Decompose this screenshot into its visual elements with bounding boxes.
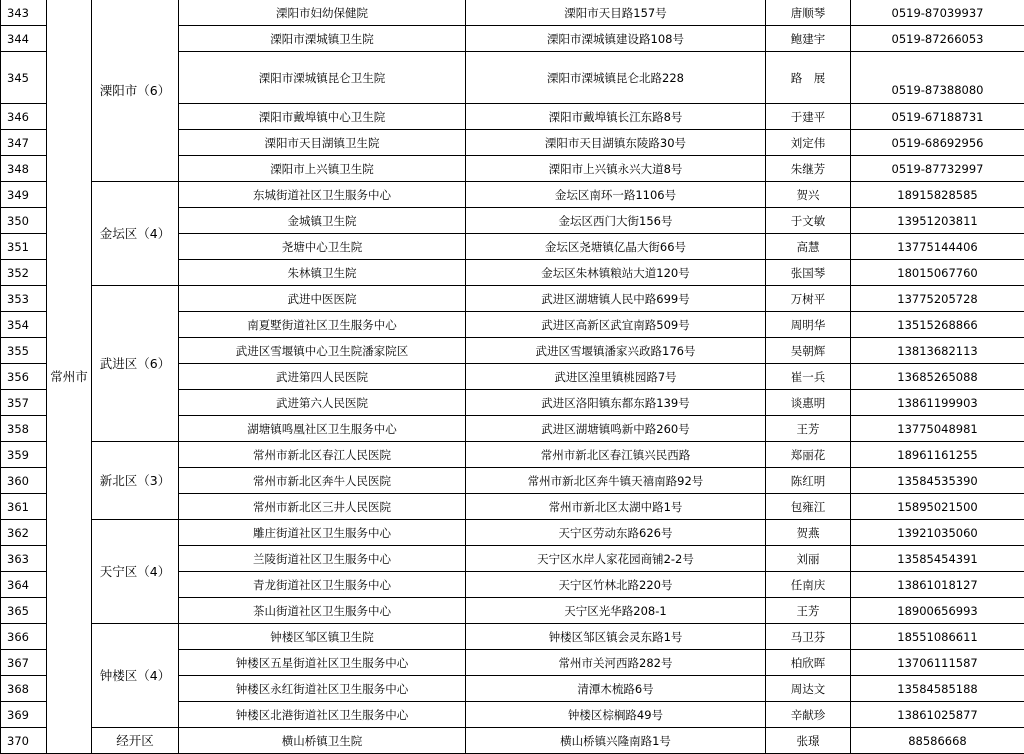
table-body xyxy=(1,0,1024,754)
address: 武进区湖塘镇人民中路699号 xyxy=(466,286,766,312)
contact-person: 辛献珍 xyxy=(766,702,851,728)
institution-name: 钟楼区永红街道社区卫生服务中心 xyxy=(179,676,466,702)
contact-person: 贺兴 xyxy=(766,182,851,208)
phone-number: 15895021500 xyxy=(851,494,1024,520)
row-number: 364 xyxy=(1,572,47,598)
institution-name: 溧阳市溧城镇昆仑卫生院 xyxy=(179,52,466,104)
contact-person: 吴朝辉 xyxy=(766,338,851,364)
institution-name: 钟楼区北港街道社区卫生服务中心 xyxy=(179,702,466,728)
institution-name: 常州市新北区奔牛人民医院 xyxy=(179,468,466,494)
row-number: 349 xyxy=(1,182,47,208)
phone-number: 13585454391 xyxy=(851,546,1024,572)
address: 天宁区水岸人家花园商铺2-2号 xyxy=(466,546,766,572)
institution-name: 溧阳市戴埠镇中心卫生院 xyxy=(179,104,466,130)
row-number: 361 xyxy=(1,494,47,520)
address: 溧阳市戴埠镇长江东路8号 xyxy=(466,104,766,130)
contact-person: 于文敏 xyxy=(766,208,851,234)
contact-person: 周明华 xyxy=(766,312,851,338)
address: 武进区湖塘镇鸣新中路260号 xyxy=(466,416,766,442)
phone-number: 0519-87039937 xyxy=(851,0,1024,26)
row-number: 358 xyxy=(1,416,47,442)
address: 武进区湟里镇桃园路7号 xyxy=(466,364,766,390)
phone-number: 13951203811 xyxy=(851,208,1024,234)
phone-number: 13813682113 xyxy=(851,338,1024,364)
address: 常州市新北区太湖中路1号 xyxy=(466,494,766,520)
table-row xyxy=(1,624,1024,650)
institution-name: 横山桥镇卫生院 xyxy=(179,728,466,754)
phone-number: 0519-68692956 xyxy=(851,130,1024,156)
district-cell: 武进区（6） xyxy=(92,286,179,442)
phone-number: 18961161255 xyxy=(851,442,1024,468)
institution-name: 常州市新北区三井人民医院 xyxy=(179,494,466,520)
address: 天宁区劳动东路626号 xyxy=(466,520,766,546)
row-number: 354 xyxy=(1,312,47,338)
phone-number: 18015067760 xyxy=(851,260,1024,286)
institution-name: 东城街道社区卫生服务中心 xyxy=(179,182,466,208)
contact-person: 贺燕 xyxy=(766,520,851,546)
table-row xyxy=(1,520,1024,546)
address: 天宁区竹林北路220号 xyxy=(466,572,766,598)
contact-person: 鲍建宇 xyxy=(766,26,851,52)
row-number: 345 xyxy=(1,52,47,104)
contact-person: 包雍江 xyxy=(766,494,851,520)
address: 常州市新北区春江镇兴民西路 xyxy=(466,442,766,468)
row-number: 351 xyxy=(1,234,47,260)
address: 武进区雪堰镇潘家兴政路176号 xyxy=(466,338,766,364)
phone-number: 88586668 xyxy=(851,728,1024,754)
phone-number: 13861025877 xyxy=(851,702,1024,728)
row-number: 352 xyxy=(1,260,47,286)
row-number: 347 xyxy=(1,130,47,156)
address: 武进区高新区武宜南路509号 xyxy=(466,312,766,338)
contact-person: 刘定伟 xyxy=(766,130,851,156)
contact-person: 马卫芬 xyxy=(766,624,851,650)
institution-name: 青龙街道社区卫生服务中心 xyxy=(179,572,466,598)
address: 天宁区光华路208-1 xyxy=(466,598,766,624)
contact-person: 张璟 xyxy=(766,728,851,754)
phone-number: 13861018127 xyxy=(851,572,1024,598)
institution-name: 朱林镇卫生院 xyxy=(179,260,466,286)
address: 溧阳市溧城镇建设路108号 xyxy=(466,26,766,52)
phone-number: 18900656993 xyxy=(851,598,1024,624)
institution-name: 武进第四人民医院 xyxy=(179,364,466,390)
address: 溧阳市天目湖镇东陵路30号 xyxy=(466,130,766,156)
district-cell: 钟楼区（4） xyxy=(92,624,179,728)
row-number: 344 xyxy=(1,26,47,52)
table-row xyxy=(1,286,1024,312)
address: 武进区洛阳镇东都东路139号 xyxy=(466,390,766,416)
institution-name: 雕庄街道社区卫生服务中心 xyxy=(179,520,466,546)
contact-person: 王芳 xyxy=(766,598,851,624)
contact-person: 高慧 xyxy=(766,234,851,260)
row-number: 370 xyxy=(1,728,47,754)
phone-number: 13775048981 xyxy=(851,416,1024,442)
contact-person: 唐顺琴 xyxy=(766,0,851,26)
phone-number: 0519-87732997 xyxy=(851,156,1024,182)
institution-name: 武进中医医院 xyxy=(179,286,466,312)
row-number: 369 xyxy=(1,702,47,728)
institution-name: 溧阳市上兴镇卫生院 xyxy=(179,156,466,182)
institution-name: 尧塘中心卫生院 xyxy=(179,234,466,260)
city-cell: 常州市 xyxy=(47,0,92,754)
contact-person: 张国琴 xyxy=(766,260,851,286)
phone-number: 18915828585 xyxy=(851,182,1024,208)
address: 溧阳市上兴镇永兴大道8号 xyxy=(466,156,766,182)
contact-person: 周达文 xyxy=(766,676,851,702)
contact-person: 于建平 xyxy=(766,104,851,130)
phone-number: 13861199903 xyxy=(851,390,1024,416)
table-row xyxy=(1,728,1024,754)
district-cell: 新北区（3） xyxy=(92,442,179,520)
contact-person: 谈惠明 xyxy=(766,390,851,416)
address: 横山桥镇兴隆南路1号 xyxy=(466,728,766,754)
table-row xyxy=(1,182,1024,208)
institution-name: 常州市新北区春江人民医院 xyxy=(179,442,466,468)
institution-name: 钟楼区邹区镇卫生院 xyxy=(179,624,466,650)
row-number: 353 xyxy=(1,286,47,312)
row-number: 368 xyxy=(1,676,47,702)
contact-person: 柏欣晖 xyxy=(766,650,851,676)
contact-person: 刘丽 xyxy=(766,546,851,572)
contact-person: 任南庆 xyxy=(766,572,851,598)
address: 金坛区南环一路1106号 xyxy=(466,182,766,208)
address: 金坛区朱林镇粮站大道120号 xyxy=(466,260,766,286)
phone-number: 13921035060 xyxy=(851,520,1024,546)
district-cell: 金坛区（4） xyxy=(92,182,179,286)
table-row xyxy=(1,442,1024,468)
institution-name: 武进区雪堰镇中心卫生院潘家院区 xyxy=(179,338,466,364)
institution-name: 溧阳市天目湖镇卫生院 xyxy=(179,130,466,156)
institution-name: 金城镇卫生院 xyxy=(179,208,466,234)
phone-number: 13685265088 xyxy=(851,364,1024,390)
phone-number: 13706111587 xyxy=(851,650,1024,676)
row-number: 356 xyxy=(1,364,47,390)
institution-name: 湖塘镇鸣凰社区卫生服务中心 xyxy=(179,416,466,442)
row-number: 366 xyxy=(1,624,47,650)
institution-name: 溧阳市溧城镇卫生院 xyxy=(179,26,466,52)
institution-name: 南夏墅街道社区卫生服务中心 xyxy=(179,312,466,338)
phone-number: 13515268866 xyxy=(851,312,1024,338)
row-number: 367 xyxy=(1,650,47,676)
address: 金坛区尧塘镇亿晶大街66号 xyxy=(466,234,766,260)
address: 钟楼区棕榈路49号 xyxy=(466,702,766,728)
row-number: 355 xyxy=(1,338,47,364)
district-cell: 溧阳市（6） xyxy=(92,0,179,182)
address: 溧阳市天目路157号 xyxy=(466,0,766,26)
phone-number: 13775144406 xyxy=(851,234,1024,260)
phone-number: 18551086611 xyxy=(851,624,1024,650)
contact-person: 崔一兵 xyxy=(766,364,851,390)
row-number: 343 xyxy=(1,0,47,26)
contact-person: 郑丽花 xyxy=(766,442,851,468)
contact-person: 万树平 xyxy=(766,286,851,312)
address: 常州市新北区奔牛镇天禧南路92号 xyxy=(466,468,766,494)
phone-number: 0519-87388080 xyxy=(851,52,1024,104)
address: 常州市关河西路282号 xyxy=(466,650,766,676)
address: 溧阳市溧城镇昆仑北路228 xyxy=(466,52,766,104)
address: 钟楼区邹区镇会灵东路1号 xyxy=(466,624,766,650)
contact-person: 朱继芳 xyxy=(766,156,851,182)
district-cell: 经开区 xyxy=(92,728,179,754)
row-number: 362 xyxy=(1,520,47,546)
row-number: 360 xyxy=(1,468,47,494)
contact-person: 路 展 xyxy=(766,52,851,104)
contact-person: 陈红明 xyxy=(766,468,851,494)
phone-number: 0519-67188731 xyxy=(851,104,1024,130)
row-number: 350 xyxy=(1,208,47,234)
row-number: 357 xyxy=(1,390,47,416)
institution-name: 兰陵街道社区卫生服务中心 xyxy=(179,546,466,572)
institution-name: 钟楼区五星街道社区卫生服务中心 xyxy=(179,650,466,676)
phone-number: 13584535390 xyxy=(851,468,1024,494)
institution-name: 茶山街道社区卫生服务中心 xyxy=(179,598,466,624)
phone-number: 0519-87266053 xyxy=(851,26,1024,52)
row-number: 346 xyxy=(1,104,47,130)
address: 金坛区西门大街156号 xyxy=(466,208,766,234)
row-number: 359 xyxy=(1,442,47,468)
institution-name: 溧阳市妇幼保健院 xyxy=(179,0,466,26)
district-cell: 天宁区（4） xyxy=(92,520,179,624)
phone-number: 13775205728 xyxy=(851,286,1024,312)
address: 清潭木梳路6号 xyxy=(466,676,766,702)
row-number: 365 xyxy=(1,598,47,624)
table-row xyxy=(1,0,1024,26)
row-number: 363 xyxy=(1,546,47,572)
row-number: 348 xyxy=(1,156,47,182)
contact-person: 王芳 xyxy=(766,416,851,442)
phone-number: 13584585188 xyxy=(851,676,1024,702)
institution-name: 武进第六人民医院 xyxy=(179,390,466,416)
